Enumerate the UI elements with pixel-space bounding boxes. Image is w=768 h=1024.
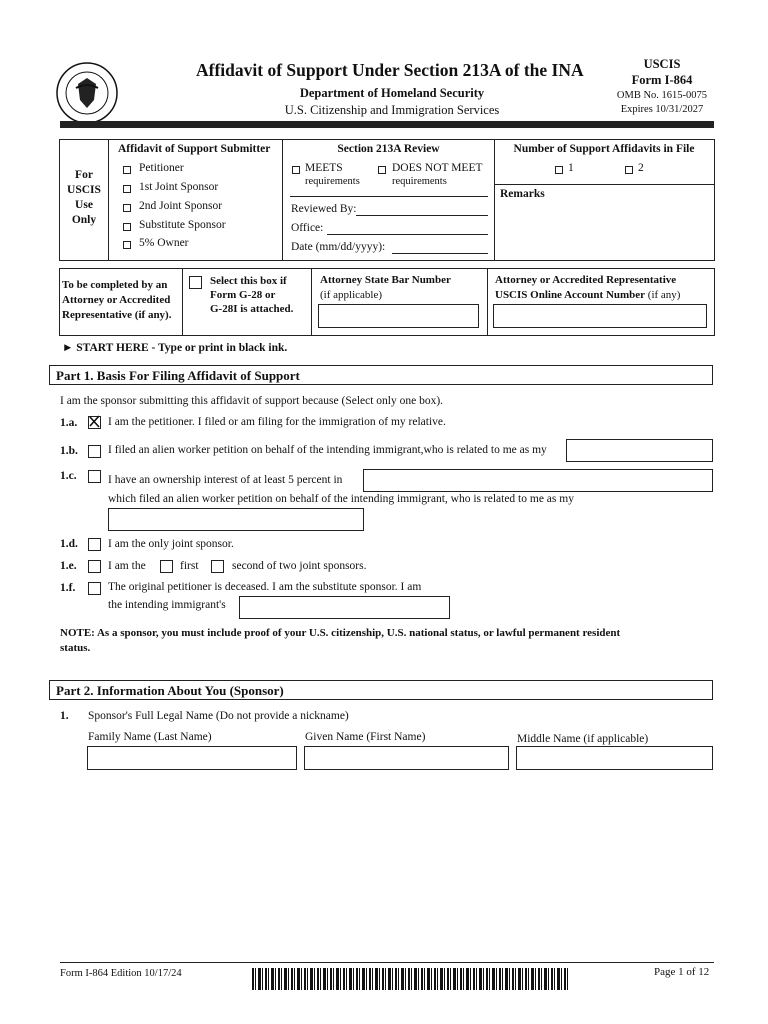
header-rule	[60, 121, 714, 128]
omb-number: OMB No. 1615-0075	[616, 90, 708, 101]
not-meet-checkbox	[378, 166, 386, 174]
meets-label: MEETS	[305, 162, 343, 174]
bar-number-label: Attorney State Bar Number	[320, 274, 451, 286]
attorney-completed-by-label: To be completed by an Attorney or Accredited Representative (if any).	[62, 279, 172, 321]
remarks-label: Remarks	[500, 188, 545, 200]
part1-intro: I am the sponsor submitting this affidavit of support because (Select only one box).	[60, 395, 444, 407]
item-1b-checkbox[interactable]	[88, 445, 101, 458]
item-1c-relationship-input[interactable]	[108, 508, 364, 531]
family-name-label: Family Name (Last Name)	[88, 731, 212, 743]
form-title: Affidavit of Support Under Section 213A of the INA	[196, 60, 584, 80]
item-1f-text2: the intending immigrant's	[108, 599, 226, 611]
date-label: Date (mm/dd/yyyy):	[291, 241, 386, 253]
part1-note-2: status.	[60, 642, 91, 654]
part1-header: Part 1. Basis For Filing Affidavit of Support	[49, 365, 713, 385]
item-1d-text: I am the only joint sponsor.	[108, 538, 234, 550]
account-number-label-2: USCIS Online Account Number (if any)	[495, 289, 681, 301]
item-1b-label: 1.b.	[60, 445, 78, 457]
item-1c-text2: which filed an alien worker petition on behalf of the intending immigrant, who is related to me as my	[108, 493, 574, 505]
arrow-right-icon: ►	[62, 342, 74, 354]
item-1a-label: 1.a.	[60, 417, 78, 429]
submitter-heading: Affidavit of Support Submitter	[118, 143, 271, 155]
item-1a-text: I am the petitioner. I filed or am filing for the immigration of my relative.	[108, 416, 446, 428]
item-1e-first-checkbox[interactable]	[160, 560, 173, 573]
num-affidavits-1-label: 1	[568, 162, 574, 174]
item-1e-second-checkbox[interactable]	[211, 560, 224, 573]
item-1f-relationship-input[interactable]	[239, 596, 450, 619]
family-name-input[interactable]	[87, 746, 297, 770]
agency-short: USCIS	[643, 57, 681, 71]
part2-q1-label: 1.	[60, 710, 69, 722]
item-1c-label: 1.c.	[60, 470, 77, 482]
num-affidavits-1-checkbox	[555, 166, 563, 174]
meets-checkbox	[292, 166, 300, 174]
given-name-label: Given Name (First Name)	[305, 731, 426, 743]
account-number-label: Attorney or Accredited Representative	[495, 274, 677, 286]
g28-label: Select this box if Form G-28 or G-28I is attached.	[210, 275, 294, 315]
part2-q1-text: Sponsor's Full Legal Name (Do not provide a nickname)	[88, 710, 349, 722]
bar-number-sub: (if applicable)	[320, 289, 382, 301]
middle-name-input[interactable]	[516, 746, 713, 770]
item-1f-label: 1.f.	[60, 582, 76, 594]
given-name-input[interactable]	[304, 746, 509, 770]
num-affidavits-2-label: 2	[638, 162, 644, 174]
item-1e-label: 1.e.	[60, 560, 77, 572]
middle-name-label: Middle Name (if applicable)	[517, 733, 649, 745]
dhs-seal-icon	[56, 62, 118, 124]
num-affidavits-2-checkbox	[625, 166, 633, 174]
g28-checkbox[interactable]	[189, 276, 202, 289]
item-1c-checkbox[interactable]	[88, 470, 101, 483]
item-1c-text: I have an ownership interest of at least 5 percent in	[108, 474, 343, 486]
item-1f-checkbox[interactable]	[88, 582, 101, 595]
item-1e-text-a: I am the	[108, 560, 146, 572]
department-name: Department of Homeland Security	[299, 86, 485, 100]
barcode	[252, 968, 570, 990]
start-here-text: ► START HERE - Type or print in black ink.	[62, 342, 288, 354]
footer-edition: Form I-864 Edition 10/17/24	[60, 968, 182, 979]
item-1e-text-b: first	[180, 560, 199, 572]
not-meet-sub-label: requirements	[392, 176, 447, 187]
num-affidavits-heading: Number of Support Affidavits in File	[513, 143, 695, 155]
item-1d-label: 1.d.	[60, 538, 78, 550]
review-heading: Section 213A Review	[337, 143, 440, 155]
item-1b-text: I filed an alien worker petition on behalf of the intending immigrant,who is related to me as my	[108, 444, 547, 456]
footer-page: Page 1 of 12	[654, 966, 710, 978]
not-meet-label: DOES NOT MEET	[392, 162, 483, 174]
agency-name: U.S. Citizenship and Immigration Services	[284, 103, 500, 117]
part2-header: Part 2. Information About You (Sponsor)	[49, 680, 713, 700]
expiration-date: Expires 10/31/2027	[620, 104, 704, 115]
footer-rule	[60, 962, 714, 963]
item-1b-relationship-input[interactable]	[566, 439, 713, 462]
checkmark-icon	[88, 415, 101, 428]
item-1e-text-c: second of two joint sponsors.	[232, 560, 367, 572]
account-number-input[interactable]	[493, 304, 707, 328]
item-1f-text: The original petitioner is deceased. I am the substitute sponsor. I am	[108, 581, 422, 593]
bar-number-input[interactable]	[318, 304, 479, 328]
item-1e-checkbox[interactable]	[88, 560, 101, 573]
office-label: Office:	[291, 222, 324, 234]
dhs-seal	[56, 62, 118, 124]
reviewed-by-label: Reviewed By:	[291, 203, 357, 215]
item-1d-checkbox[interactable]	[88, 538, 101, 551]
item-1c-company-input[interactable]	[363, 469, 713, 492]
part1-note: NOTE: As a sponsor, you must include proof of your U.S. citizenship, U.S. national status, or lawful permanent resident	[60, 627, 621, 639]
for-uscis-label: For USCIS Use Only	[67, 169, 101, 226]
meets-sub-label: requirements	[305, 176, 360, 187]
form-number: Form I-864	[631, 73, 693, 87]
item-1a-checkbox[interactable]	[88, 416, 101, 429]
